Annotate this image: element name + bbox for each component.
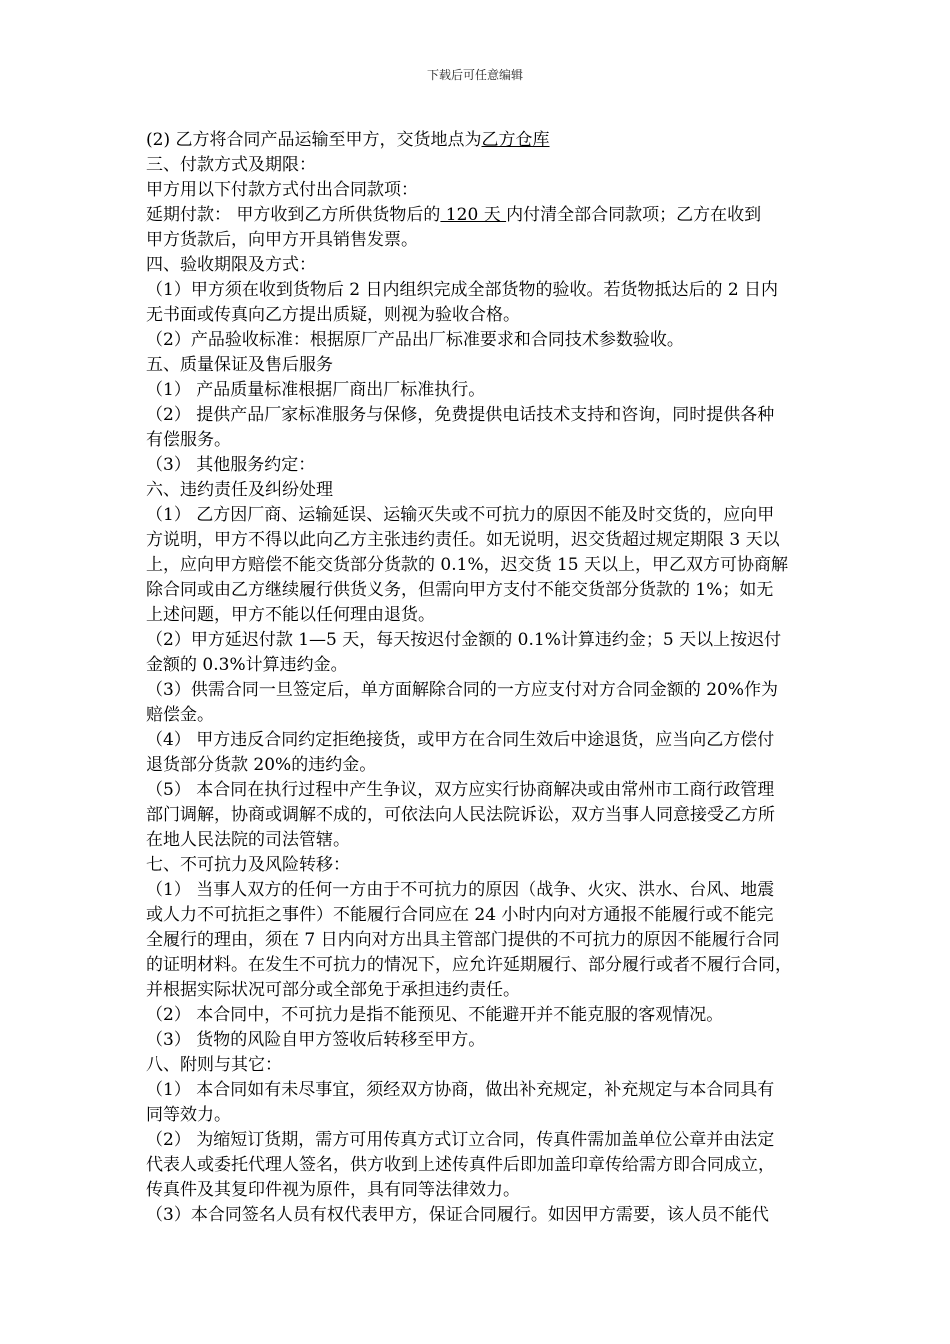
text-line: [146, 178, 811, 203]
text-line: [146, 853, 811, 878]
text-line: [146, 503, 811, 528]
text-line: [146, 628, 811, 653]
text-line: [146, 378, 811, 403]
text-segment: 在地人民法院的司法管辖。: [146, 830, 350, 850]
text-segment: 无书面或传真向乙方提出质疑，则视为验收合格。: [146, 305, 520, 325]
text-segment: 上，应向甲方赔偿不能交货部分货款的 0.1%，迟交货 15 天以上，甲乙双方可协商解: [146, 555, 789, 575]
text-segment: （2）甲方延迟付款 1—5 天，每天按迟付金额的 0.1%计算违约金；5 天以上按迟付: [146, 630, 782, 650]
text-line: [146, 1003, 811, 1028]
text-segment: （1） 当事人双方的任何一方由于不可抗力的原因（战争、火灾、洪水、台风、地震: [146, 880, 775, 900]
text-segment: （1） 本合同如有未尽事宜，须经双方协商，做出补充规定，补充规定与本合同具有: [146, 1080, 775, 1100]
text-line: [146, 1078, 811, 1103]
underlined-field: 乙方仓库: [481, 130, 550, 150]
text-line: [146, 828, 811, 853]
text-line: [146, 653, 811, 678]
text-segment: （3） 货物的风险自甲方签收后转移至甲方。: [146, 1030, 486, 1050]
text-line: [146, 978, 811, 1003]
text-line: [146, 253, 811, 278]
text-segment: 并根据实际状况可部分或全部免于承担违约责任。: [146, 980, 520, 1000]
text-line: [146, 703, 811, 728]
text-line: [146, 228, 811, 253]
text-segment: （1）甲方须在收到货物后 2 日内组织完成全部货物的验收。若货物抵达后的 2 日内: [146, 280, 779, 300]
text-line: [146, 953, 811, 978]
text-line: [146, 728, 811, 753]
underlined-field: 120 天: [440, 205, 507, 225]
text-segment: 的证明材料。在发生不可抗力的情况下，应允许延期履行、部分履行或者不履行合同，: [146, 955, 792, 975]
text-line: [146, 753, 811, 778]
text-line: [146, 128, 811, 153]
text-segment: 金额的 0.3%计算违约金。: [146, 655, 348, 675]
text-segment: （3）本合同签名人员有权代表甲方，保证合同履行。如因甲方需要，该人员不能代: [146, 1205, 769, 1225]
text-line: [146, 878, 811, 903]
text-segment: 上述问题，甲方不能以任何理由退货。: [146, 605, 435, 625]
text-line: [146, 328, 811, 353]
text-segment: （4） 甲方违反合同约定拒绝接货，或甲方在合同生效后中途退货，应当向乙方偿付: [146, 730, 775, 750]
text-segment: （5） 本合同在执行过程中产生争议，双方应实行协商解决或由常州市工商行政管理: [146, 780, 775, 800]
text-line: [146, 478, 811, 503]
text-segment: 同等效力。: [146, 1105, 231, 1125]
text-line: [146, 1203, 811, 1228]
contract-body: [146, 128, 811, 1228]
text-line: [146, 403, 811, 428]
text-line: [146, 578, 811, 603]
text-line: [146, 278, 811, 303]
text-segment: 部门调解，协商或调解不成的，可依法向人民法院诉讼，双方当事人同意接受乙方所: [146, 805, 775, 825]
text-segment: 八、附则与其它：: [146, 1055, 282, 1075]
page-header: 下载后可任意编辑: [426, 68, 523, 82]
text-line: [146, 1153, 811, 1178]
text-segment: （1） 产品质量标准根据厂商出厂标准执行。: [146, 380, 486, 400]
text-line: [146, 1028, 811, 1053]
text-line: [146, 678, 811, 703]
text-segment: （2） 为缩短订货期，需方可用传真方式订立合同，传真件需加盖单位公章并由法定: [146, 1130, 775, 1150]
text-line: [146, 553, 811, 578]
text-line: [146, 453, 811, 478]
text-segment: 或人力不可抗拒之事件）不能履行合同应在 24 小时内向对方通报不能履行或不能完: [146, 905, 774, 925]
text-line: [146, 603, 811, 628]
text-segment: 赔偿金。: [146, 705, 214, 725]
text-segment: 全履行的理由，须在 7 日内向对方出具主管部门提供的不可抗力的原因不能履行合同: [146, 930, 780, 950]
text-segment: 四、验收期限及方式：: [146, 255, 316, 275]
text-line: [146, 303, 811, 328]
text-line: [146, 1053, 811, 1078]
text-segment: 五、质量保证及售后服务: [146, 355, 333, 375]
text-line: [146, 803, 811, 828]
text-segment: 传真件及其复印件视为原件，具有同等法律效力。: [146, 1180, 520, 1200]
text-segment: 退货部分货款 20%的违约金。: [146, 755, 377, 775]
text-line: [146, 1178, 811, 1203]
text-line: [146, 928, 811, 953]
text-segment: 有偿服务。: [146, 430, 231, 450]
text-segment: （3）供需合同一旦签定后，单方面解除合同的一方应支付对方合同金额的 20%作为: [146, 680, 779, 700]
text-line: [146, 1128, 811, 1153]
text-line: [146, 778, 811, 803]
text-line: [146, 428, 811, 453]
text-line: [146, 528, 811, 553]
text-segment: 除合同或由乙方继续履行供货义务，但需向甲方支付不能交货部分货款的 1%；如无: [146, 580, 774, 600]
text-segment: （3） 其他服务约定：: [146, 455, 316, 475]
text-segment: 六、违约责任及纠纷处理: [146, 480, 333, 500]
text-segment: （2） 本合同中，不可抗力是指不能预见、不能避开并不能克服的客观情况。: [146, 1005, 724, 1025]
text-segment: 三、付款方式及期限：: [146, 155, 316, 175]
text-line: [146, 203, 811, 228]
text-segment: 代表人或委托代理人签名，供方收到上述传真件后即加盖印章传给需方即合同成立，: [146, 1155, 775, 1175]
text-line: [146, 153, 811, 178]
text-segment: 甲方用以下付款方式付出合同款项：: [146, 180, 418, 200]
text-segment: 七、不可抗力及风险转移：: [146, 855, 350, 875]
text-segment: 延期付款： 甲方收到乙方所供货物后的: [146, 205, 441, 225]
text-line: [146, 353, 811, 378]
text-segment: （1） 乙方因厂商、运输延误、运输灭失或不可抗力的原因不能及时交货的，应向甲: [146, 505, 775, 525]
text-segment: 方说明，甲方不得以此向乙方主张违约责任。如无说明，迟交货超过规定期限 3 天以: [146, 530, 780, 550]
text-segment: （2）产品验收标准：根据原厂产品出厂标准要求和合同技术参数验收。: [146, 330, 684, 350]
text-segment: 甲方货款后，向甲方开具销售发票。: [146, 230, 418, 250]
text-segment: （2） 提供产品厂家标准服务与保修，免费提供电话技术支持和咨询，同时提供各种: [146, 405, 775, 425]
text-segment: 内付清全部合同款项；乙方在收到: [506, 205, 762, 225]
text-line: [146, 1103, 811, 1128]
text-segment: (2) 乙方将合同产品运输至甲方，交货地点为: [146, 130, 482, 150]
text-line: [146, 903, 811, 928]
